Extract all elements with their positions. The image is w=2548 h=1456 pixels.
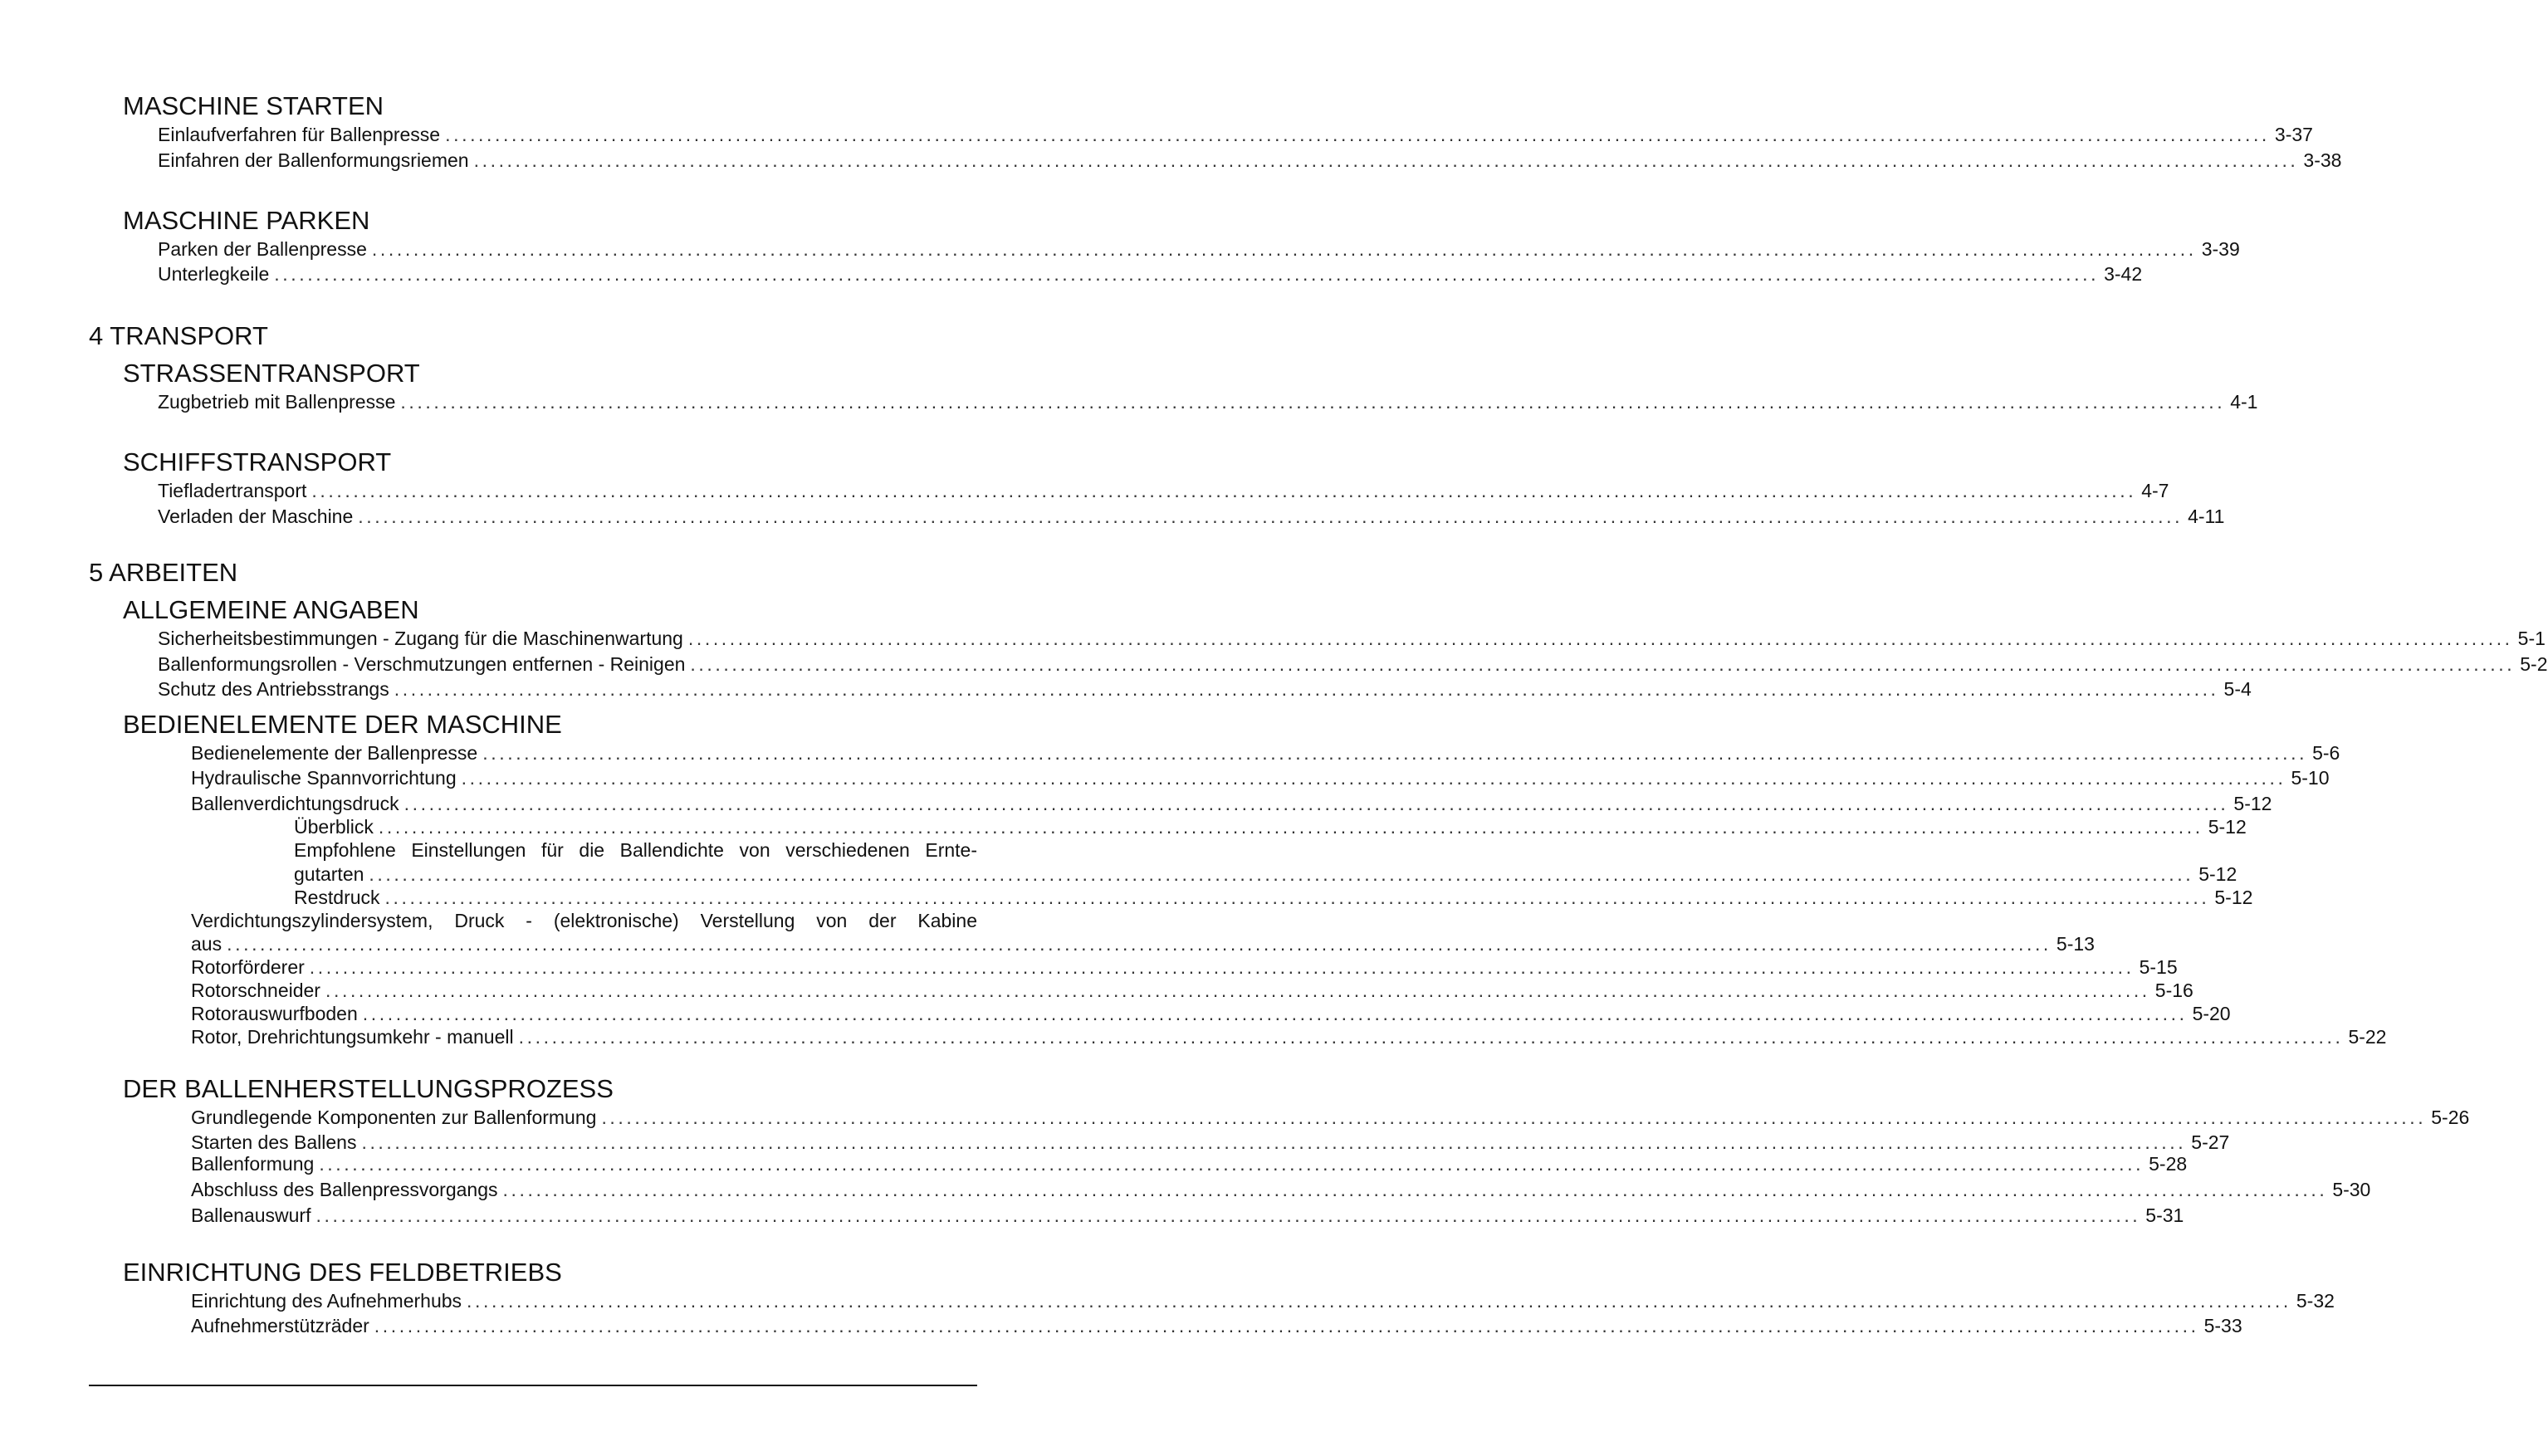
dot-leader: ............................................................................................................................................................................................................................	[315, 1204, 2141, 1226]
toc-entry-label: Grundlegende Komponenten zur Ballenformung	[191, 1107, 597, 1128]
dot-leader: ............................................................................................................................................................................................................................	[400, 391, 2226, 413]
toc-entry-label: Bedienelemente der Ballenpresse	[191, 742, 478, 764]
dot-leader: ............................................................................................................................................................................................................................	[384, 887, 2210, 908]
dot-leader: ............................................................................................................................................................................................................................	[311, 480, 2137, 501]
toc-entry-page-number: 5-16	[2154, 980, 2193, 1001]
toc-entry-label: Einlaufverfahren für Ballenpresse	[158, 124, 441, 145]
toc-entry-page-number: 5-10	[2291, 767, 2330, 789]
section-heading: DER BALLENHERSTELLUNGSPROZESS	[123, 1074, 614, 1103]
toc-entry-page-number: 5-2	[2520, 653, 2548, 675]
toc-entry[interactable]	[158, 505, 2225, 528]
toc-entry-page-number: 5-12	[2198, 863, 2237, 885]
toc-entry-page-number: 5-12	[2208, 816, 2247, 838]
toc-entry-page-number: 3-38	[2303, 149, 2342, 171]
section-heading: ALLGEMEINE ANGABEN	[123, 595, 419, 624]
toc-entry-label: Ballenformung	[191, 1153, 315, 1175]
toc-entry[interactable]	[191, 741, 2340, 765]
toc-entry[interactable]	[191, 1025, 2387, 1048]
toc-entry[interactable]	[191, 1314, 2242, 1337]
toc-entry-page-number: 5-26	[2431, 1107, 2470, 1128]
dot-leader: ............................................................................................................................................................................................................................	[319, 1153, 2145, 1175]
dot-leader: ............................................................................................................................................................................................................................	[358, 506, 2184, 527]
toc-entry-page-number: 5-15	[2139, 956, 2178, 978]
toc-entry-page-number: 5-6	[2312, 742, 2340, 764]
dot-leader: ............................................................................................................................................................................................................................	[461, 767, 2286, 789]
footer-rule	[89, 1385, 977, 1386]
section-heading: MASCHINE PARKEN	[123, 206, 370, 235]
toc-entry-label: Tiefladertransport	[158, 480, 307, 501]
toc-entry-label: Rotorschneider	[191, 980, 320, 1001]
dot-leader: ............................................................................................................................................................................................................................	[325, 980, 2150, 1001]
toc-entry-page-number: 5-31	[2145, 1204, 2184, 1226]
toc-entry-label: Sicherheitsbestimmungen - Zugang für die Maschinenwartung	[158, 628, 683, 649]
toc-entry[interactable]	[294, 886, 2253, 909]
toc-entry-label: Verladen der Maschine	[158, 506, 354, 527]
toc-entry-label: gutarten	[294, 863, 364, 885]
toc-entry-label: Ballenverdichtungsdruck	[191, 793, 399, 814]
dot-leader: ............................................................................................................................................................................................................................	[227, 933, 2052, 955]
toc-entry-label: Ballenauswurf	[191, 1204, 311, 1226]
toc-entry-label: aus	[191, 933, 223, 955]
toc-entry-label-line: Verdichtungszylindersystem, Druck - (elektronische) Verstellung von der Kabine	[191, 910, 977, 931]
section-heading: SCHIFFSTRANSPORT	[123, 447, 392, 476]
toc-entry-page-number: 5-12	[2233, 793, 2272, 814]
toc-entry[interactable]	[191, 932, 2095, 955]
toc-entry[interactable]	[191, 1002, 2231, 1025]
toc-entry[interactable]	[158, 149, 2342, 172]
toc-entry[interactable]	[191, 1178, 2371, 1201]
toc-entry-label: Überblick	[294, 816, 374, 838]
toc-entry-label: Parken der Ballenpresse	[158, 238, 367, 260]
toc-entry-label: Hydraulische Spannvorrichtung	[191, 767, 457, 789]
toc-entry-label-line: Empfohlene Einstellungen für die Ballendichte von verschiedenen Ernte-	[294, 839, 977, 861]
section-heading: MASCHINE STARTEN	[123, 91, 384, 120]
dot-leader: ............................................................................................................................................................................................................................	[274, 263, 2100, 285]
dot-leader: ............................................................................................................................................................................................................................	[378, 816, 2203, 838]
toc-entry-page-number: 5-12	[2214, 887, 2253, 908]
toc-entry-page-number: 5-20	[2192, 1003, 2231, 1024]
dot-leader: ............................................................................................................................................................................................................................	[374, 1315, 2199, 1336]
dot-leader: ............................................................................................................................................................................................................................	[690, 653, 2516, 675]
toc-entry-page-number: 5-27	[2191, 1131, 2230, 1153]
toc-entry[interactable]	[158, 652, 2548, 676]
toc-entry[interactable]	[158, 123, 2313, 146]
dot-leader: ............................................................................................................................................................................................................................	[394, 678, 2219, 700]
chapter-heading: 4 TRANSPORT	[89, 321, 268, 350]
toc-entry[interactable]	[191, 1106, 2470, 1129]
toc-entry-label: Abschluss des Ballenpressvorgangs	[191, 1179, 498, 1200]
toc-entry-label: Unterlegkeile	[158, 263, 270, 285]
dot-leader: ............................................................................................................................................................................................................................	[362, 1003, 2188, 1024]
toc-entry-label: Starten des Ballens	[191, 1131, 357, 1153]
toc-entry-label: Einrichtung des Aufnehmerhubs	[191, 1290, 462, 1312]
toc-entry[interactable]	[191, 1131, 2230, 1154]
dot-leader: ............................................................................................................................................................................................................................	[473, 149, 2299, 171]
dot-leader: ............................................................................................................................................................................................................................	[309, 956, 2135, 978]
section-heading: STRASSENTRANSPORT	[123, 359, 420, 388]
toc-entry[interactable]	[191, 1204, 2184, 1227]
toc-entry-label: Schutz des Antriebsstrangs	[158, 678, 389, 700]
dot-leader: ............................................................................................................................................................................................................................	[403, 793, 2229, 814]
toc-entry-label: Rotorförderer	[191, 956, 305, 978]
toc-entry[interactable]	[158, 677, 2252, 701]
toc-entry-page-number: 3-39	[2201, 238, 2240, 260]
dot-leader: ............................................................................................................................................................................................................................	[445, 124, 2270, 145]
toc-entry[interactable]	[191, 792, 2272, 815]
toc-entry-page-number: 5-28	[2149, 1153, 2188, 1175]
toc-entry-page-number: 5-30	[2332, 1179, 2371, 1200]
toc-entry-page-number: 4-7	[2141, 480, 2169, 501]
dot-leader: ............................................................................................................................................................................................................................	[482, 742, 2308, 764]
dot-leader: ............................................................................................................................................................................................................................	[371, 238, 2197, 260]
toc-entry-label: Aufnehmerstützräder	[191, 1315, 369, 1336]
toc-entry-page-number: 4-1	[2230, 391, 2258, 413]
chapter-heading: 5 ARBEITEN	[89, 558, 238, 587]
toc-entry-page-number: 3-37	[2274, 124, 2313, 145]
dot-leader: ............................................................................................................................................................................................................................	[369, 863, 2194, 885]
toc-entry[interactable]	[191, 979, 2193, 1002]
dot-leader: ............................................................................................................................................................................................................................	[502, 1179, 2328, 1200]
toc-entry-page-number: 4-11	[2188, 506, 2225, 527]
dot-leader: ............................................................................................................................................................................................................................	[687, 628, 2513, 649]
toc-entry-page-number: 5-32	[2296, 1290, 2335, 1312]
toc-entry[interactable]	[294, 815, 2247, 838]
toc-entry[interactable]	[158, 237, 2240, 261]
toc-entry-page-number: 3-42	[2104, 263, 2143, 285]
toc-entry[interactable]	[191, 766, 2330, 789]
dot-leader: ............................................................................................................................................................................................................................	[518, 1026, 2344, 1048]
toc-entry-label: Ballenformungsrollen - Verschmutzungen entfernen - Reinigen	[158, 653, 686, 675]
toc-entry[interactable]	[158, 390, 2258, 413]
toc-entry-label: Rotor, Drehrichtungsumkehr - manuell	[191, 1026, 514, 1048]
toc-entry-page-number: 5-33	[2203, 1315, 2242, 1336]
toc-entry-page-number: 5-1	[2517, 628, 2546, 649]
toc-entry[interactable]	[191, 1152, 2188, 1175]
toc-entry-page-number: 5-13	[2056, 933, 2095, 955]
toc-entry[interactable]	[294, 862, 2237, 886]
toc-entry[interactable]	[158, 262, 2143, 286]
toc-entry[interactable]	[158, 479, 2169, 502]
toc-entry[interactable]	[158, 627, 2546, 650]
toc-entry-label: Einfahren der Ballenformungsriemen	[158, 149, 469, 171]
section-heading: EINRICHTUNG DES FELDBETRIEBS	[123, 1258, 562, 1287]
dot-leader: ............................................................................................................................................................................................................................	[467, 1290, 2291, 1312]
toc-entry[interactable]	[191, 955, 2178, 979]
toc-entry-page-number: 5-22	[2348, 1026, 2387, 1048]
toc-entry[interactable]	[191, 1289, 2335, 1312]
toc-entry-label: Rotorauswurfboden	[191, 1003, 358, 1024]
toc-entry-label: Restdruck	[294, 887, 380, 908]
toc-entry-page-number: 5-4	[2223, 678, 2252, 700]
dot-leader: ............................................................................................................................................................................................................................	[361, 1131, 2187, 1153]
dot-leader: ............................................................................................................................................................................................................................	[601, 1107, 2427, 1128]
section-heading: BEDIENELEMENTE DER MASCHINE	[123, 710, 562, 739]
toc-entry-label: Zugbetrieb mit Ballenpresse	[158, 391, 396, 413]
